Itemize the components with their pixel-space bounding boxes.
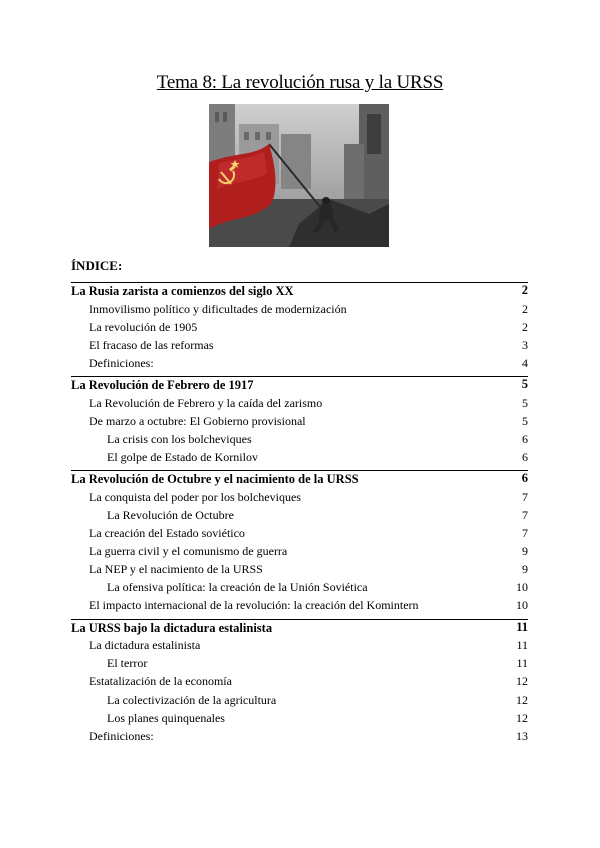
toc-entry-title: Definiciones: bbox=[89, 728, 154, 743]
toc-entry-title: Los planes quinquenales bbox=[107, 710, 225, 725]
toc-entry[interactable] bbox=[71, 448, 528, 466]
toc-entry[interactable] bbox=[71, 376, 528, 394]
toc-entry-page: 7 bbox=[522, 507, 528, 522]
toc-entry-title: El fracaso de las reformas bbox=[89, 337, 214, 352]
toc-entry-title: La crisis con los bolcheviques bbox=[107, 431, 252, 446]
toc-entry-page: 12 bbox=[516, 710, 528, 725]
toc-entry[interactable] bbox=[71, 412, 528, 430]
toc-entry-page: 10 bbox=[516, 598, 528, 613]
toc-entry-title: La Revolución de Febrero de 1917 bbox=[71, 378, 254, 393]
toc-entry[interactable] bbox=[71, 282, 528, 300]
toc-entry-page: 12 bbox=[516, 692, 528, 707]
toc-entry-title: La URSS bajo la dictadura estalinista bbox=[71, 620, 273, 635]
toc-entry-page: 5 bbox=[521, 377, 528, 392]
toc-entry[interactable] bbox=[71, 542, 528, 560]
toc-entry[interactable] bbox=[71, 672, 528, 690]
toc-entry[interactable] bbox=[71, 318, 528, 336]
toc-entry-title: La colectivización de la agricultura bbox=[107, 692, 277, 707]
toc-entry[interactable] bbox=[71, 560, 528, 578]
toc-entry[interactable] bbox=[71, 394, 528, 412]
toc-entry-title: Definiciones: bbox=[89, 355, 154, 370]
toc-entry-page: 6 bbox=[521, 471, 528, 486]
toc-entry[interactable] bbox=[71, 596, 528, 614]
toc-entry-title: El terror bbox=[107, 656, 148, 671]
toc-entry[interactable] bbox=[71, 709, 528, 727]
toc-entry[interactable] bbox=[71, 430, 528, 448]
toc-entry[interactable] bbox=[71, 619, 528, 637]
toc-entry-page: 13 bbox=[516, 728, 528, 743]
toc-entry-title: La guerra civil y el comunismo de guerra bbox=[89, 544, 288, 559]
toc-entry-title: La Revolución de Octubre bbox=[107, 507, 234, 522]
toc-entry[interactable] bbox=[71, 488, 528, 506]
toc-entry-page: 10 bbox=[516, 580, 528, 595]
toc-entry-title: Estatalización de la economía bbox=[89, 674, 232, 689]
toc-entry-page: 6 bbox=[522, 431, 528, 446]
toc-entry-title: La Revolución de Febrero y la caída del zarismo bbox=[89, 395, 323, 410]
toc-entry-page: 9 bbox=[522, 562, 528, 577]
toc-entry[interactable] bbox=[71, 354, 528, 372]
toc-entry-title: La revolución de 1905 bbox=[89, 319, 198, 334]
toc-entry-title: La Revolución de Octubre y el nacimiento de la URSS bbox=[71, 472, 359, 487]
toc-entry-page: 5 bbox=[522, 413, 528, 428]
toc-entry-page: 11 bbox=[516, 656, 528, 671]
toc-entry-page: 11 bbox=[516, 619, 528, 634]
toc-entry-title: El golpe de Estado de Kornilov bbox=[107, 449, 258, 464]
toc-entry-title: De marzo a octubre: El Gobierno provisional bbox=[89, 413, 306, 428]
toc-entry[interactable] bbox=[71, 578, 528, 596]
table-of-contents bbox=[71, 282, 528, 745]
toc-entry-page: 11 bbox=[516, 638, 528, 653]
toc-entry[interactable] bbox=[71, 300, 528, 318]
toc-entry[interactable] bbox=[71, 727, 528, 745]
toc-entry[interactable] bbox=[71, 470, 528, 488]
toc-entry-page: 5 bbox=[522, 395, 528, 410]
document-title: Tema 8: La revolución rusa y la URSS bbox=[156, 72, 444, 93]
index-heading: ÍNDICE: bbox=[71, 258, 123, 273]
toc-entry-page: 3 bbox=[522, 337, 528, 352]
toc-entry-page: 2 bbox=[522, 319, 528, 334]
toc-entry-page: 6 bbox=[522, 449, 528, 464]
toc-entry-title: El impacto internacional de la revolución: la creación del Komintern bbox=[89, 598, 419, 613]
toc-entry[interactable] bbox=[71, 524, 528, 542]
toc-entry-page: 7 bbox=[522, 525, 528, 540]
toc-entry-page: 12 bbox=[516, 674, 528, 689]
toc-entry-page: 2 bbox=[521, 283, 528, 297]
toc-entry[interactable] bbox=[71, 506, 528, 524]
toc-entry-title: La conquista del poder por los bolcheviques bbox=[89, 489, 301, 504]
toc-entry-title: Inmovilismo político y dificultades de modernización bbox=[89, 301, 347, 316]
toc-entry-title: La Rusia zarista a comienzos del siglo XX bbox=[71, 284, 294, 298]
toc-entry[interactable] bbox=[71, 636, 528, 654]
toc-entry-title: La NEP y el nacimiento de la URSS bbox=[89, 562, 263, 577]
toc-entry-page: 4 bbox=[522, 355, 528, 370]
toc-entry-page: 7 bbox=[522, 489, 528, 504]
toc-entry-title: La ofensiva política: la creación de la Unión Soviética bbox=[107, 580, 368, 595]
toc-entry-page: 9 bbox=[522, 544, 528, 559]
toc-entry-page: 2 bbox=[522, 301, 528, 316]
toc-entry[interactable] bbox=[71, 336, 528, 354]
toc-entry[interactable] bbox=[71, 691, 528, 709]
toc-entry-title: La dictadura estalinista bbox=[89, 638, 201, 653]
toc-entry-title: La creación del Estado soviético bbox=[89, 525, 245, 540]
toc-entry[interactable] bbox=[71, 654, 528, 672]
soviet-flag-photo bbox=[209, 104, 389, 247]
